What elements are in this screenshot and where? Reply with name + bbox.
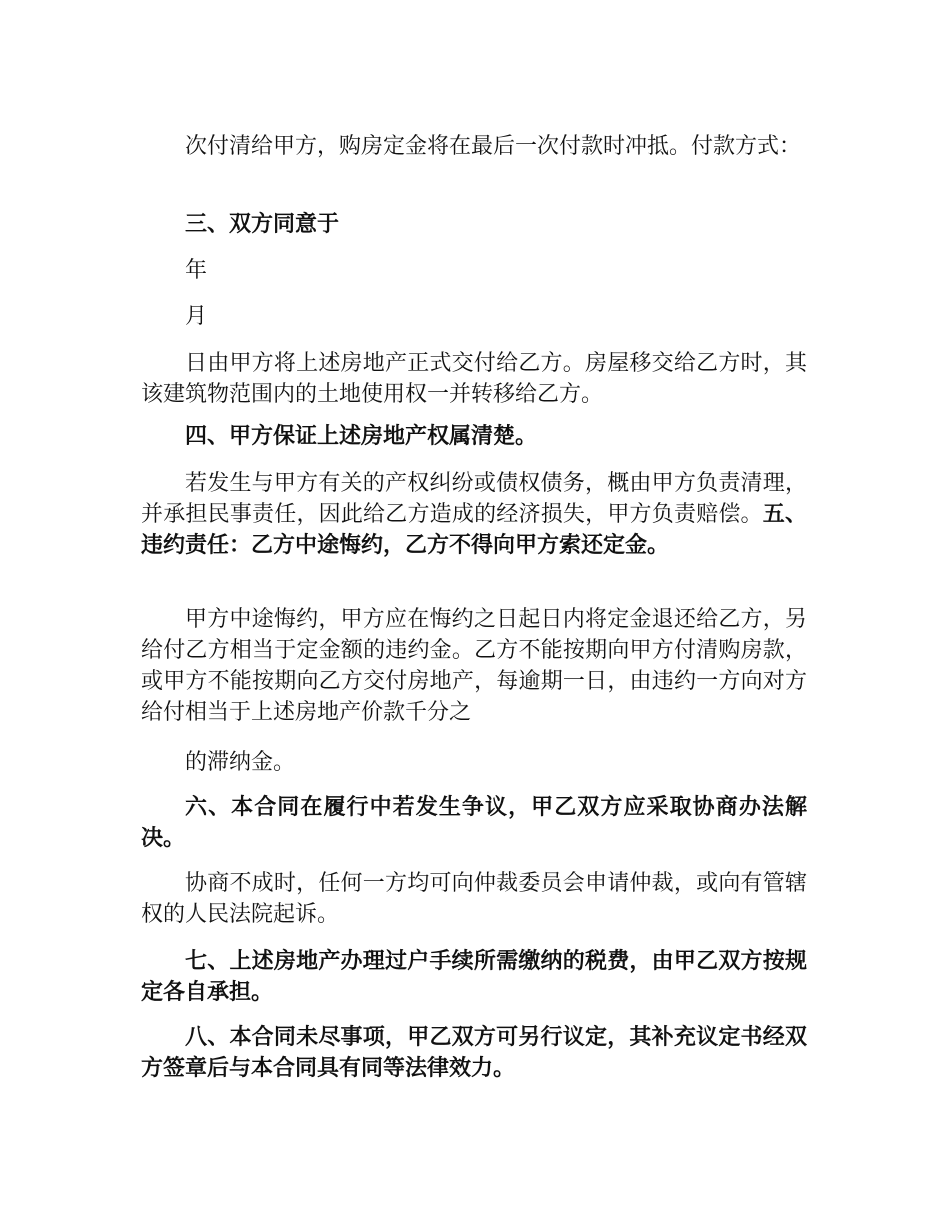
paragraph-late-fee: 的滞纳金。 <box>185 750 296 775</box>
heading-clause-5: 五、违约责任：乙方中途悔约，乙方不得向甲方索还定金。 <box>141 501 807 558</box>
paragraph-month: 月 <box>185 304 208 329</box>
paragraph-year: 年 <box>185 258 208 283</box>
heading-clause-3: 三、双方同意于 <box>185 211 340 237</box>
paragraph-breach: 甲方中途悔约，甲方应在悔约之日起日内将定金退还给乙方，另给付乙方相当于定金额的违约金。乙方不能按期向甲方付清购房款，或甲方不能按期向乙方交付房地产，每逾期一日，由违约一方向对方给付相当于上述房地产价款千分之 <box>141 607 807 725</box>
paragraph-delivery: 日由甲方将上述房地产正式交付给乙方。房屋移交给乙方时，其该建筑物范围内的土地使用权一并转移给乙方。 <box>141 351 807 407</box>
paragraph-disputes-liability <box>141 468 807 561</box>
heading-clause-6: 六、本合同在履行中若发生争议，甲乙双方应采取协商办法解决。 <box>141 794 807 851</box>
heading-clause-4: 四、甲方保证上述房地产权属清楚。 <box>185 423 538 449</box>
heading-clause-7: 七、上述房地产办理过户手续所需缴纳的税费，由甲乙双方按规定各自承担。 <box>141 948 807 1005</box>
paragraph-liability-text: 若发生与甲方有关的产权纠纷或债权债务，概由甲方负责清理，并承担民事责任，因此给乙方造成的经济损失，甲方负责赔偿。 <box>141 471 807 527</box>
paragraph-payment: 次付清给甲方，购房定金将在最后一次付款时冲抵。付款方式： <box>185 134 802 159</box>
heading-clause-8: 八、本合同未尽事项，甲乙双方可另行议定，其补充议定书经双方签章后与本合同具有同等法律效力。 <box>141 1024 807 1081</box>
paragraph-arbitration: 协商不成时，任何一方均可向仲裁委员会申请仲裁，或向有管辖权的人民法院起诉。 <box>141 871 807 927</box>
